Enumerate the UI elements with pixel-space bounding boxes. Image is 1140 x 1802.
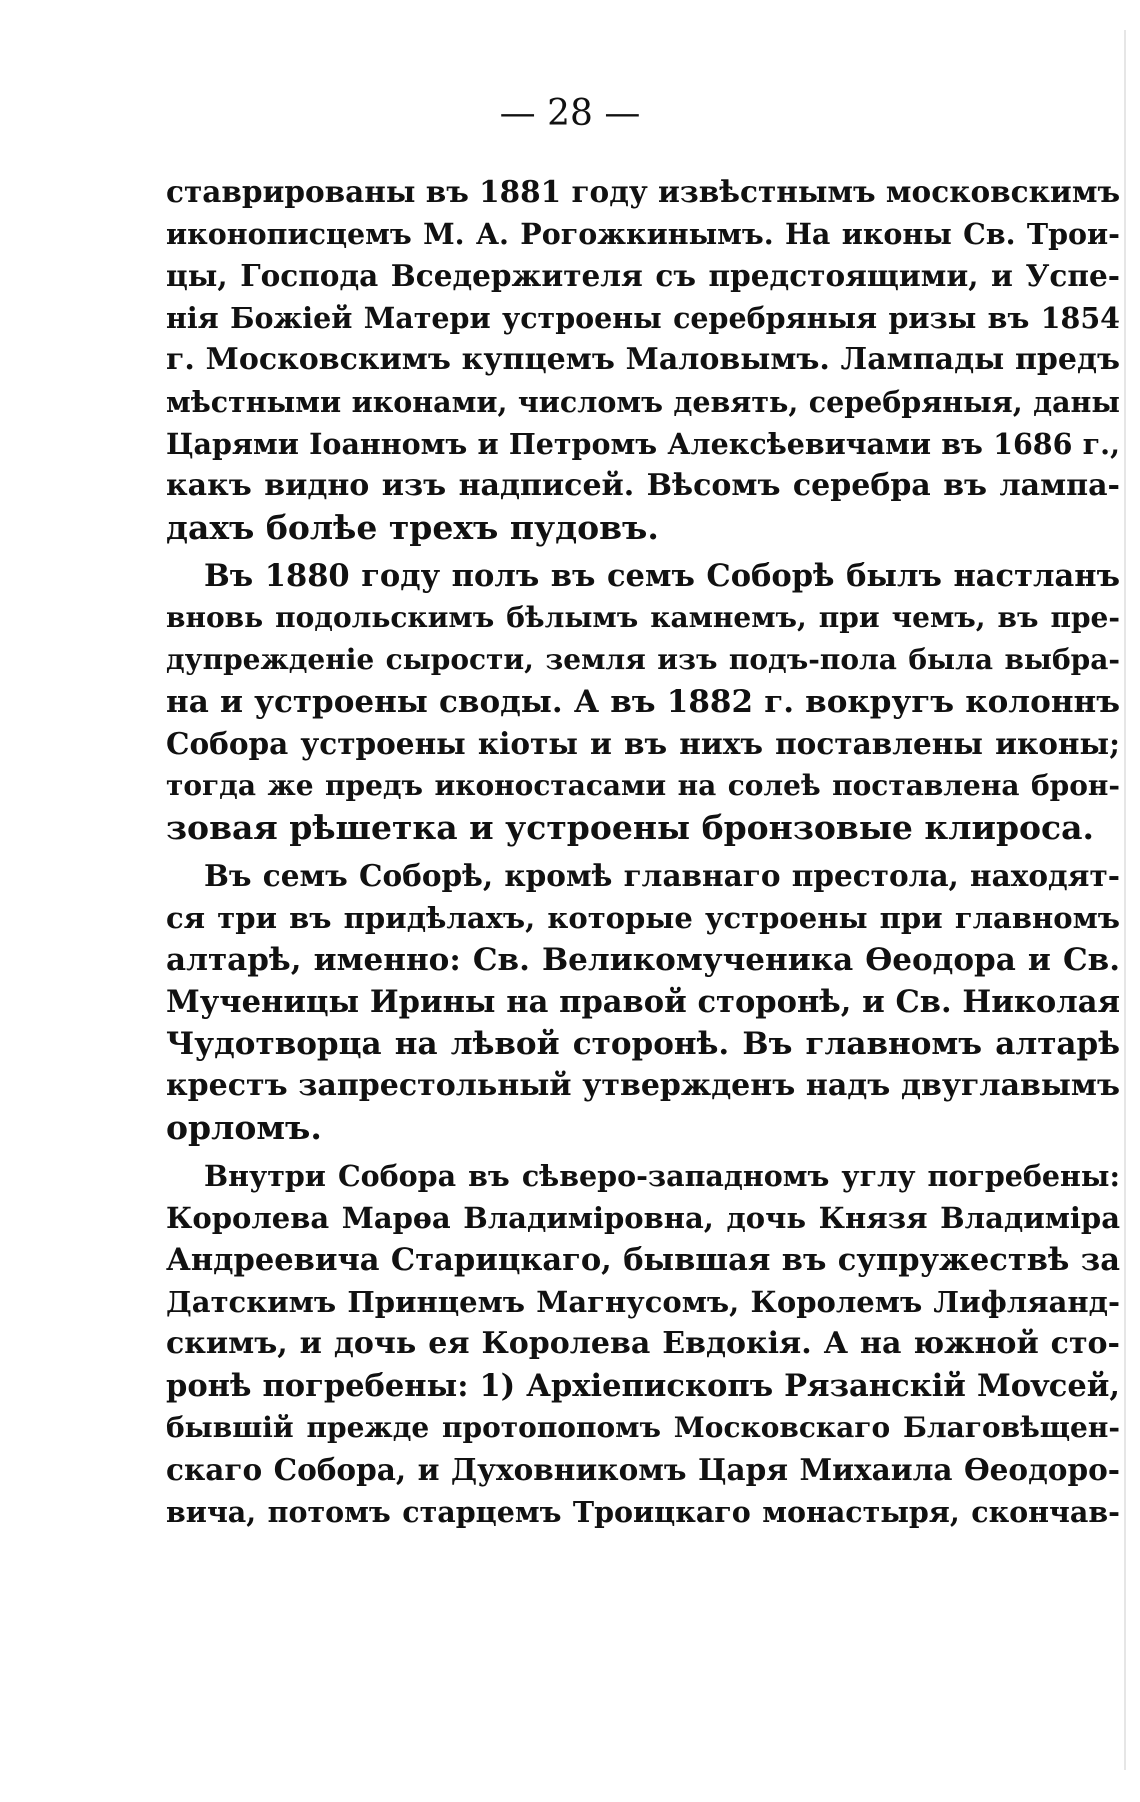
text-line: дахъ болѣе трехъ пудовъ.	[166, 508, 659, 547]
text-line: алтарѣ, именно: Св. Великомученика Ѳеодора и Св.	[166, 942, 1120, 978]
text-line: ся три въ придѣлахъ, которые устроены при главномъ	[166, 901, 1120, 935]
text-line: мѣстными иконами, числомъ девять, серебряныя, даны	[166, 385, 1120, 419]
paragraph	[166, 855, 1120, 1149]
text-line: г. Московскимъ купцемъ Маловымъ. Лампады предъ	[166, 342, 1120, 377]
body-text	[166, 171, 1120, 1539]
text-line: скимъ, и дочь ея Королева Евдокія. А на южной сто-	[166, 1326, 1120, 1361]
text-line: Внутри Собора въ сѣверо-западномъ углу погребены:	[204, 1159, 1120, 1193]
page-number: — 28 —	[499, 93, 641, 134]
text-line: вича, потомъ старцемъ Троицкаго монастыря, скончав-	[166, 1495, 1120, 1529]
text-line: крестъ запрестольный утвержденъ надъ двуглавымъ	[166, 1068, 1120, 1103]
text-line: вновь подольскимъ бѣлымъ камнемъ, при чемъ, въ пре-	[166, 601, 1120, 634]
text-line: ронѣ погребены: 1) Архіепископъ Рязанскій Моvсей,	[166, 1368, 1120, 1404]
text-line: Чудотворца на лѣвой сторонѣ. Въ главномъ алтарѣ	[166, 1026, 1120, 1062]
paragraph	[166, 1155, 1120, 1533]
text-line: иконописцемъ М. А. Рогожкинымъ. На иконы Св. Трои-	[166, 217, 1120, 251]
text-line: тогда же предъ иконостасами на солеѣ поставлена брон-	[166, 769, 1120, 802]
text-line: Царями Іоанномъ и Петромъ Алексѣевичами въ 1686 г.,	[166, 427, 1120, 461]
text-line: Королева Марѳа Владиміровна, дочь Князя Владиміра	[166, 1201, 1120, 1235]
text-line: ставрированы въ 1881 году извѣстнымъ московскимъ	[166, 174, 1121, 209]
text-line: Андреевича Старицкаго, бывшая въ супружествѣ за	[166, 1242, 1120, 1278]
text-line: зовая рѣшетка и устроены бронзовые клироса.	[166, 808, 1095, 847]
text-line: орломъ.	[166, 1108, 322, 1147]
text-line: Въ семъ Соборѣ, кромѣ главнаго престола, находят-	[204, 858, 1120, 893]
text-line: Датскимъ Принцемъ Магнусомъ, Королемъ Лифляанд-	[166, 1285, 1120, 1319]
text-line: на и устроены своды. А въ 1882 г. вокругъ колоннъ	[166, 684, 1120, 720]
paragraph	[166, 555, 1120, 849]
text-line: Въ 1880 году полъ въ семъ Соборѣ былъ настланъ	[204, 558, 1120, 594]
text-line: цы, Господа Вседержителя съ предстоящими, и Успе-	[166, 258, 1120, 293]
text-line: Мученицы Ирины на правой сторонѣ, и Св. Николая	[166, 984, 1120, 1020]
text-line: бывшій прежде протопопомъ Московскаго Благовѣщен-	[166, 1411, 1120, 1444]
text-line: нія Божіей Матери устроены серебряныя ризы въ 1854	[166, 301, 1120, 335]
paragraph	[166, 171, 1120, 549]
text-line: скаго Собора, и Духовникомъ Царя Михаила Ѳеодоро-	[166, 1452, 1120, 1487]
text-line: какъ видно изъ надписей. Вѣсомъ серебра въ лампа-	[166, 468, 1120, 503]
text-line: дупрежденіе сырости, земля изъ подъ-пола была выбра-	[166, 643, 1120, 676]
page-edge-line	[1124, 30, 1126, 1770]
text-line: Собора устроены кіоты и въ нихъ поставлены иконы;	[166, 726, 1120, 761]
